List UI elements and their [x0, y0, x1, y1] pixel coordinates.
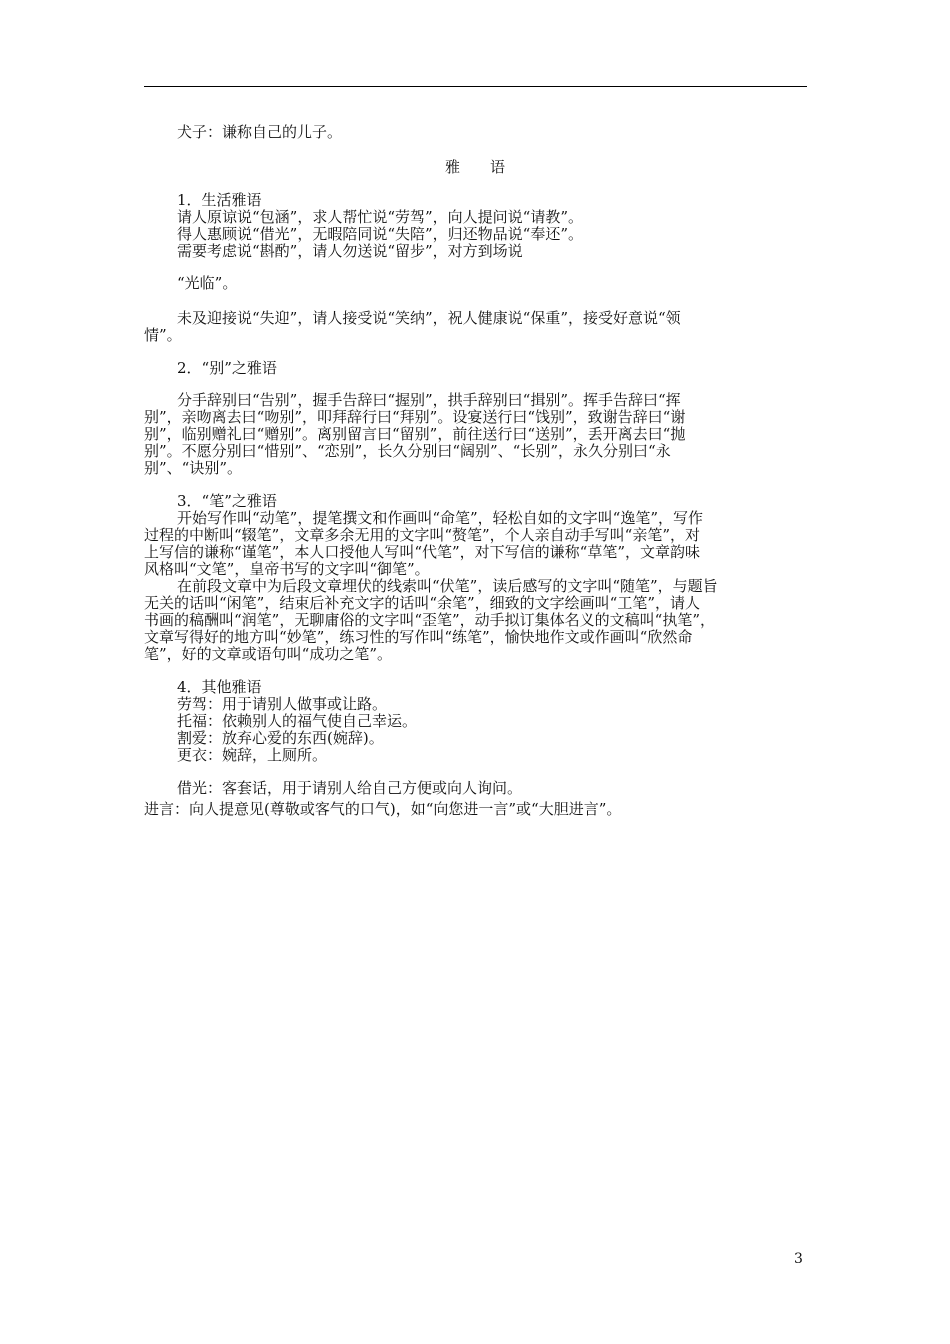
section-title: 雅 语 — [444, 158, 505, 176]
section1-heading: 1．生活雅语 — [177, 191, 262, 209]
section2-heading: 2．“别”之雅语 — [177, 359, 277, 377]
page-number: 3 — [794, 1251, 803, 1267]
section2-line: 分手辞别曰“告别”，握手告辞曰“握别”，拱手辞别曰“揖别”。挥手告辞曰“挥 — [177, 391, 681, 409]
section3-para1-line: 上写信的谦称“谨笔”，本人口授他人写叫“代笔”，对下写信的谦称“草笔”，文章韵味 — [144, 543, 701, 561]
text-line-quanzi: 犬子：谦称自己的儿子。 — [177, 123, 343, 141]
section4-jinyan: 进言：向人提意见(尊敬或客气的口气)，如“向您进一言”或“大胆进言”。 — [144, 800, 622, 818]
section4-line: 托福：依赖别人的福气使自己幸运。 — [177, 712, 418, 730]
section2-line: 别”、“诀别”。 — [144, 459, 243, 477]
section4-line: 割爱：放弃心爱的东西(婉辞)。 — [177, 729, 384, 747]
section2-line: 别”，亲吻离去曰“吻别”，叩拜辞行曰“拜别”。设宴送行曰“饯别”，致谢告辞曰“谢 — [144, 408, 686, 426]
section4-jieguang: 借光：客套话，用于请别人给自己方便或向人询问。 — [177, 779, 523, 797]
section4-line: 劳驾：用于请别人做事或让路。 — [177, 695, 388, 713]
section1-guanglin: “光临”。 — [177, 274, 238, 292]
section1-para2-line: 未及迎接说“失迎”，请人接受说“笑纳”，祝人健康说“保重”，接受好意说“领 — [177, 309, 681, 327]
section3-para2-line: 无关的话叫“闲笔”，结束后补充文字的话叫“余笔”，细致的文字绘画叫“工笔”，请人 — [144, 594, 701, 612]
section3-para2-line: 书画的稿酬叫“润笔”，无聊庸俗的文字叫“歪笔”，动手拟订集体名义的文稿叫“执笔”， — [144, 611, 716, 629]
section1-line: 得人惠顾说“借光”，无暇陪同说“失陪”，归还物品说“奉还”。 — [177, 225, 584, 243]
section4-heading: 4．其他雅语 — [177, 678, 262, 696]
header-rule — [144, 86, 807, 87]
section1-para2-line: 情”。 — [144, 326, 182, 344]
section1-line: 请人原谅说“包涵”，求人帮忙说“劳驾”，向人提问说“请教”。 — [177, 208, 584, 226]
section3-para2-line: 笔”，好的文章或语句叫“成功之笔”。 — [144, 645, 393, 663]
section2-line: 别”，临别赠礼曰“赠别”。离别留言曰“留别”，前往送行曰“送别”，丢开离去曰“抛 — [144, 425, 686, 443]
section3-para2-line: 在前段文章中为后段文章埋伏的线索叫“伏笔”，读后感写的文字叫“随笔”，与题旨 — [177, 577, 718, 595]
section3-para1-line: 过程的中断叫“辍笔”，文章多余无用的文字叫“赘笔”，个人亲自动手写叫“亲笔”，对 — [144, 526, 701, 544]
section2-line: 别”。不愿分别曰“惜别”、“恋别”，长久分别曰“阔别”、“长别”，永久分别曰“永 — [144, 442, 671, 460]
section3-heading: 3．“笔”之雅语 — [177, 492, 277, 510]
section3-para1-line: 风格叫“文笔”，皇帝书写的文字叫“御笔”。 — [144, 560, 430, 578]
section3-para1-line: 开始写作叫“动笔”，提笔撰文和作画叫“命笔”，轻松自如的文字叫“逸笔”，写作 — [177, 509, 704, 527]
section1-line: 需要考虑说“斟酌”，请人勿送说“留步”，对方到场说 — [177, 242, 523, 260]
section3-para2-line: 文章写得好的地方叫“妙笔”，练习性的写作叫“练笔”，愉快地作文或作画叫“欣然命 — [144, 628, 693, 646]
section4-line: 更衣：婉辞，上厕所。 — [177, 746, 328, 764]
